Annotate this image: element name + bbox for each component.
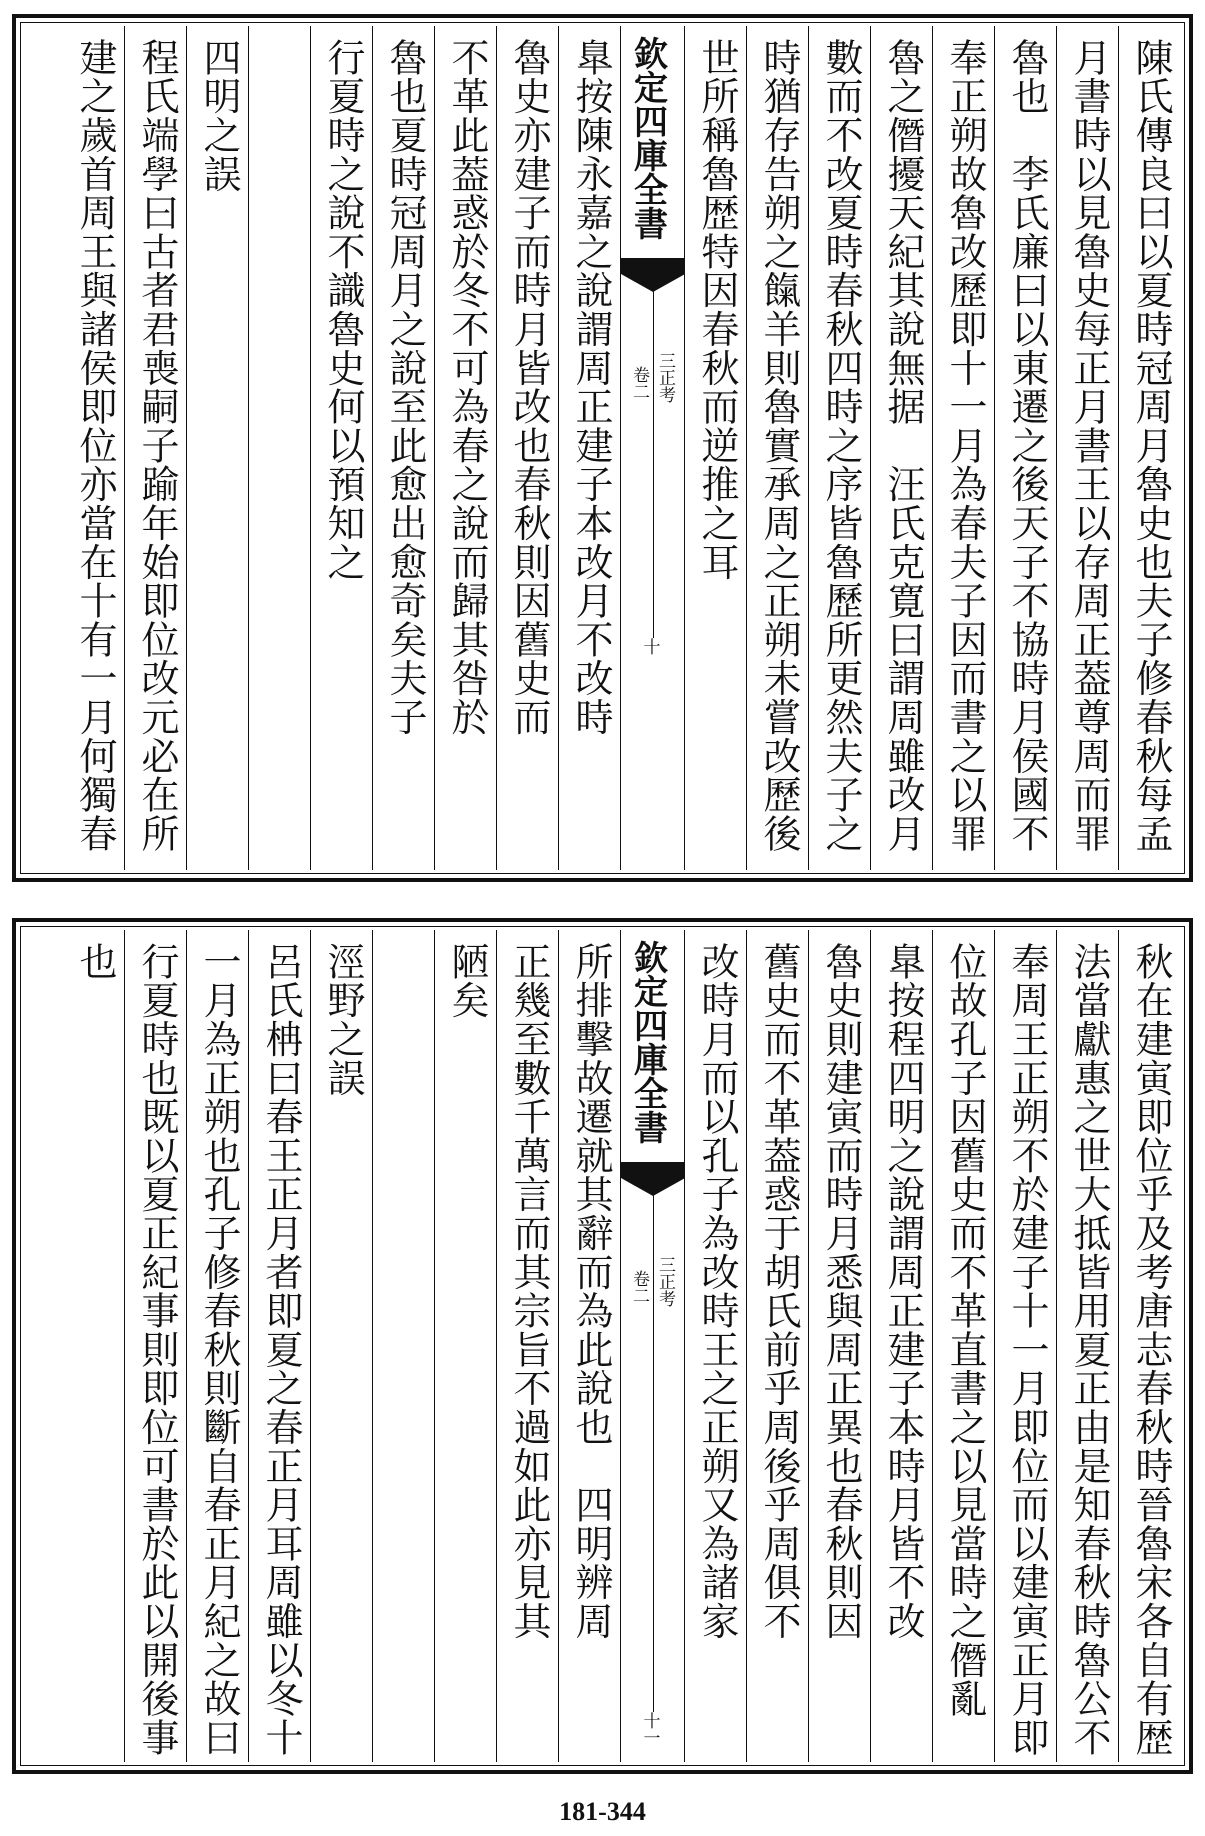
text-line: 秋在建寅即位乎及考唐志春秋時晉魯宋各自有歴 (1129, 942, 1173, 1757)
text-line: 所排擊故遷就其辭而為此說也 四明辨周 (569, 942, 613, 1641)
fish-tail-mark (621, 1162, 685, 1196)
text-line (249, 26, 311, 870)
center-title: 欽定四庫全書 (627, 36, 668, 240)
center-line (653, 288, 655, 638)
text-line: 行夏時也既以夏正紀事則即位可書於此以開後事 (135, 942, 179, 1757)
text-column (933, 26, 995, 870)
text-column (809, 930, 871, 1762)
text-line: 臯按陳永嘉之說謂周正建子本改月不改時 (569, 38, 613, 737)
text-line: 一月為正朔也孔子修春秋則斷自春正月紀之故曰 (197, 942, 241, 1757)
center-spine (621, 930, 685, 1762)
text-column (311, 26, 373, 870)
text-column (497, 26, 559, 870)
page-number: 181-344 (559, 1797, 646, 1826)
text-line: 魯史則建寅而時月悉與周正異也春秋則因 (819, 942, 863, 1641)
leaf-number: 十 (639, 638, 660, 655)
text-line: 建之歲首周王與諸侯即位亦當在十有一月何獨春 (73, 38, 117, 853)
book-name: 三正考 (655, 1256, 675, 1307)
text-column (685, 26, 747, 870)
text-line: 奉正朔故魯改歷即十一月為春夫子因而書之以罪 (943, 38, 987, 853)
text-column (1119, 930, 1181, 1762)
text-line: 舊史而不革葢惑于胡氏前乎周後乎周俱不 (757, 942, 801, 1641)
leaf-number: 十一 (639, 1712, 660, 1746)
text-column (125, 930, 187, 1762)
text-line: 奉周王正朔不於建子十一月即位而以建寅正月即 (1005, 942, 1049, 1757)
text-column (1119, 26, 1181, 870)
center-title: 欽定四庫全書 (627, 940, 668, 1144)
text-column (187, 26, 249, 870)
text-column (187, 930, 249, 1762)
text-column (747, 930, 809, 1762)
text-column (995, 26, 1057, 870)
top-page (12, 14, 1193, 882)
text-line: 數而不改夏時春秋四時之序皆魯歷所更然夫子之 (819, 38, 863, 853)
text-column (125, 26, 187, 870)
text-line: 魯也夏時冠周月之說至此愈出愈奇矣夫子 (383, 38, 427, 737)
text-column (933, 930, 995, 1762)
text-column (435, 26, 497, 870)
text-column (747, 26, 809, 870)
text-line: 也 (73, 942, 117, 981)
text-line: 月書時以見魯史每正月書王以存周正葢尊周而罪 (1067, 38, 1111, 853)
text-column (559, 26, 621, 870)
book-name: 三正考 (655, 352, 675, 403)
text-column (435, 930, 497, 1762)
text-line: 正幾至數千萬言而其宗旨不過如此亦見其 (507, 942, 551, 1641)
text-column (685, 930, 747, 1762)
text-column (373, 930, 435, 1762)
text-line: 法當獻惠之世大抵皆用夏正由是知春秋時魯公不 (1067, 942, 1111, 1757)
text-line: 行夏時之說不識魯史何以預知之 (321, 38, 365, 582)
text-line (373, 930, 435, 1762)
text-column (497, 930, 559, 1762)
text-column (1057, 930, 1119, 1762)
text-line: 臯按程四明之說謂周正建子本時月皆不改 (881, 942, 925, 1641)
text-line: 四明之誤 (197, 38, 241, 194)
bottom-columns (24, 930, 1181, 1762)
text-column (63, 930, 125, 1762)
text-column (249, 930, 311, 1762)
text-line: 涇野之誤 (321, 942, 365, 1098)
text-line: 位故孔子因舊史而不革直書之以見當時之僭亂 (943, 942, 987, 1718)
text-column (249, 26, 311, 870)
text-line: 改時月而以孔子為改時王之正朔又為諸家 (695, 942, 739, 1641)
text-line: 呂氏柟曰春王正月者即夏之春正月耳周雖以冬十 (259, 942, 303, 1757)
text-line: 魯之僭擾天紀其說無据 汪氏克寛曰謂周雖改月 (881, 38, 925, 853)
text-column (809, 26, 871, 870)
juan-label: 卷二 (629, 366, 649, 400)
text-line: 陋矣 (445, 942, 489, 1020)
text-column (559, 930, 621, 1762)
juan-label: 卷二 (629, 1270, 649, 1304)
top-columns (24, 26, 1181, 870)
fish-tail-mark (621, 258, 685, 292)
bottom-page (12, 918, 1193, 1774)
text-column (871, 26, 933, 870)
text-column (1057, 26, 1119, 870)
text-line: 魯史亦建子而時月皆改也春秋則因舊史而 (507, 38, 551, 737)
text-line: 時猶存告朔之餼羊則魯實承周之正朔未嘗改歷後 (757, 38, 801, 853)
text-column (373, 26, 435, 870)
text-column (311, 930, 373, 1762)
center-spine (621, 26, 685, 870)
text-line: 世所稱魯歴特因春秋而逆推之耳 (695, 38, 739, 582)
text-column (63, 26, 125, 870)
text-column (995, 930, 1057, 1762)
text-line: 不革此葢惑於冬不可為春之說而歸其咎於 (445, 38, 489, 737)
text-line: 魯也 李氏廉曰以東遷之後天子不協時月侯國不 (1005, 38, 1049, 853)
text-line: 陳氏傳良曰以夏時冠周月魯史也夫子修春秋每孟 (1129, 38, 1173, 853)
text-line: 程氏端學曰古者君喪嗣子踰年始即位改元必在所 (135, 38, 179, 853)
text-column (871, 930, 933, 1762)
